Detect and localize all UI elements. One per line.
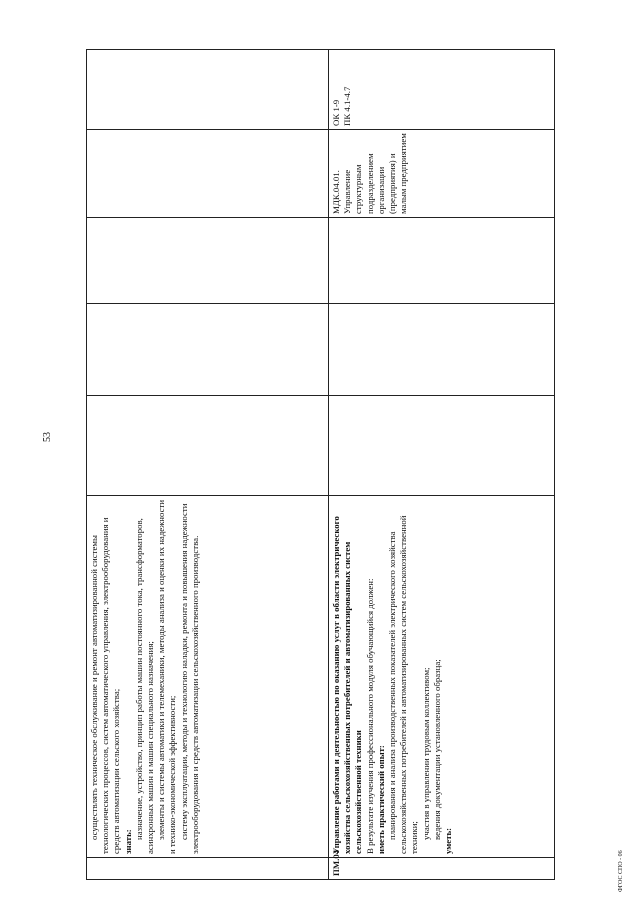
content-line: элементы и системы автоматики и телемеханики, методы анализа и оценки их надежности и технико-экономической эффективности; <box>156 499 178 854</box>
code-cell <box>87 858 329 880</box>
competency-code: ПК 4.1-4.7 <box>342 86 353 126</box>
table-row <box>87 50 329 880</box>
content-line: В результате изучения профессионального модуля обучающийся должен: <box>364 578 375 854</box>
content-line: ведения документации установленного образца; <box>431 659 442 840</box>
curriculum-table-sheet <box>86 50 554 880</box>
competencies-cell <box>329 50 555 130</box>
mdk-cell: МДК.04.01. Управление структурным подразделением организации (предприятия) и малым предприятием <box>329 130 555 218</box>
hours-cell <box>329 304 555 396</box>
table-row <box>329 50 555 880</box>
practice-label: иметь практический опыт: <box>375 745 386 854</box>
hours-cell <box>87 304 329 396</box>
content-line: участия в управлении трудовым коллективом; <box>420 667 431 840</box>
content-line: систему эксплуатации, методы и технологию наладки, ремонта и повышения надежности электрооборудования и средств автоматизации сельскохозяйственного производства. <box>178 503 200 854</box>
module-code: ПМ.04 <box>329 858 555 880</box>
content-line: назначение, устройство, принцип работы машин постоянного тока, трансформаторов, асинхронных машин и машин специального назначения; <box>133 518 156 854</box>
hours-cell <box>87 396 329 496</box>
curriculum-table <box>86 49 555 880</box>
mdk-cell <box>87 130 329 218</box>
know-label: знать: <box>122 829 133 854</box>
hours-cell <box>329 218 555 304</box>
content-line: планирования и анализа производственных показателей электрического хозяйства сельскохозяйственных потребителей и автоматизированных систем сельскохозяйственной техники; <box>387 515 420 854</box>
content-cell <box>329 496 555 858</box>
competencies-cell <box>87 50 329 130</box>
competency-code: ОК 1-9 <box>331 99 341 126</box>
page-number: 53 <box>42 432 53 442</box>
content-line: осуществлять техническое обслуживание и ремонт автоматизированной системы технологических процессов, систем автоматического управления, электрооборудования и средств автоматизации сельского хозяйства; <box>89 517 122 854</box>
module-title: Управление работами и деятельностью по оказанию услуг в области электрического хозяйства сельскохозяйственных потребителей и автоматизированных систем сельскохозяйственной техники <box>331 516 364 854</box>
content-cell <box>87 496 329 858</box>
hours-cell <box>87 218 329 304</box>
footer-mark: ФГОС СПО - 06 <box>618 850 624 892</box>
skills-label: уметь: <box>443 827 454 854</box>
hours-cell <box>329 396 555 496</box>
